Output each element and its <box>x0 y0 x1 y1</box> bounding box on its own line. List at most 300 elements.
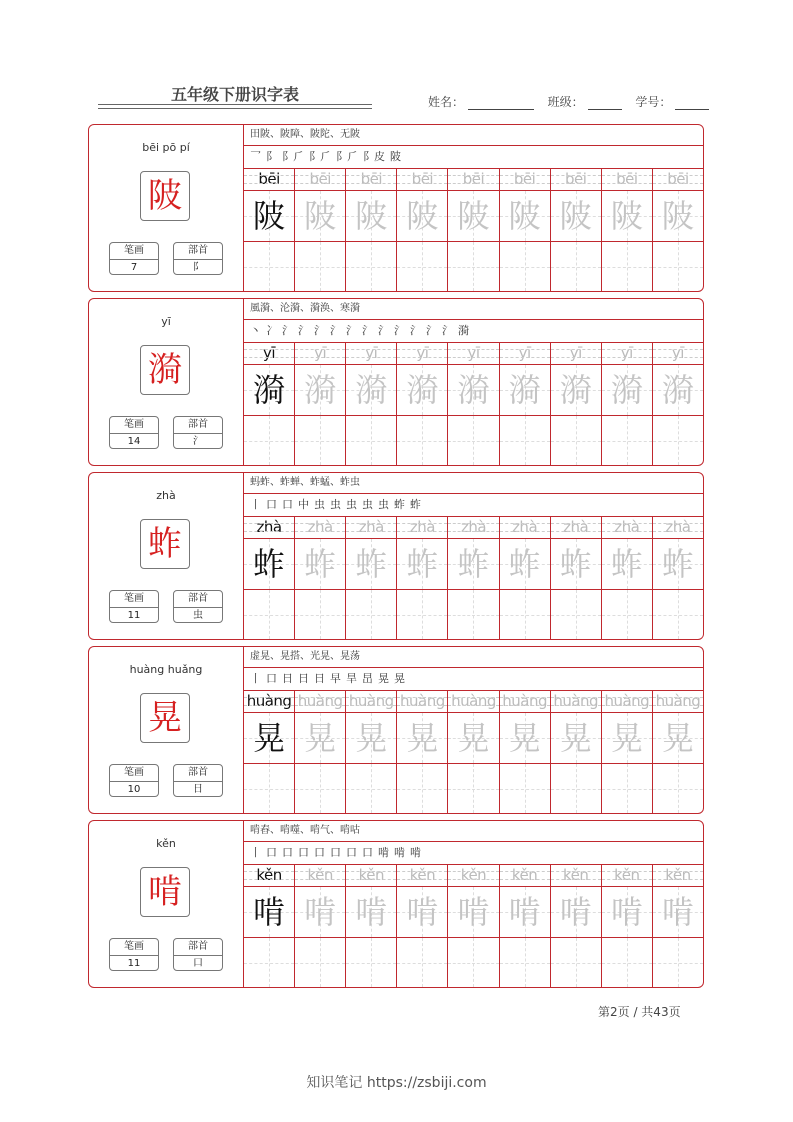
practice-pinyin: kěn <box>346 864 396 887</box>
practice-char[interactable] <box>295 365 345 416</box>
practice-column <box>551 516 602 639</box>
practice-pinyin: kěn <box>397 864 447 887</box>
practice-pinyin: yī <box>551 342 601 365</box>
practice-char[interactable] <box>346 191 396 242</box>
practice-blank-cell[interactable] <box>551 938 601 987</box>
practice-blank-cell[interactable] <box>500 938 550 987</box>
practice-char[interactable] <box>244 191 294 242</box>
practice-char-glyph: 晃 <box>253 719 286 757</box>
stroke-step: 日 <box>282 672 293 685</box>
stroke-step: 阝⺁ <box>282 150 304 163</box>
practice-char-glyph: 啃 <box>508 893 541 931</box>
char-info-panel <box>89 647 244 813</box>
stroke-order <box>244 494 703 517</box>
practice-blank-cell[interactable] <box>500 764 550 813</box>
practice-column <box>295 342 346 465</box>
number-label: 学号： <box>635 95 672 109</box>
practice-char[interactable] <box>397 365 447 416</box>
practice-char[interactable] <box>448 365 498 416</box>
practice-panel <box>244 821 703 987</box>
practice-char[interactable] <box>551 191 601 242</box>
practice-char[interactable] <box>397 713 447 764</box>
practice-char[interactable] <box>551 713 601 764</box>
practice-column <box>448 168 499 291</box>
stroke-step: 氵 <box>442 324 453 337</box>
practice-char[interactable] <box>500 539 550 590</box>
word-examples: 風漪、沦漪、漪涣、寒漪 <box>244 299 703 320</box>
radical-label: 部首 <box>174 765 222 782</box>
practice-blank-cell[interactable] <box>397 416 447 465</box>
stroke-step: 阝皮 <box>363 150 385 163</box>
practice-column <box>500 516 551 639</box>
practice-char[interactable] <box>500 365 550 416</box>
practice-pinyin: bēi <box>397 168 447 191</box>
practice-char-glyph: 啃 <box>457 893 490 931</box>
practice-pinyin: kěn <box>551 864 601 887</box>
stroke-step: 虫 <box>314 498 325 511</box>
radical-box <box>173 416 223 449</box>
practice-char[interactable] <box>244 539 294 590</box>
practice-char[interactable] <box>602 191 652 242</box>
practice-column <box>500 690 551 813</box>
practice-column <box>397 690 448 813</box>
stroke-step: 口 <box>330 846 341 859</box>
practice-blank-cell[interactable] <box>244 590 294 639</box>
character-card <box>88 472 704 640</box>
stroke-step: 晃 <box>378 672 389 685</box>
practice-char-glyph: 漪 <box>559 371 592 409</box>
practice-blank-cell[interactable] <box>551 764 601 813</box>
practice-pinyin: huàng <box>500 690 550 713</box>
practice-blank-cell[interactable] <box>500 416 550 465</box>
practice-blank-cell[interactable] <box>448 938 498 987</box>
practice-char-glyph: 蚱 <box>508 545 541 583</box>
practice-column <box>653 342 703 465</box>
practice-pinyin: kěn <box>653 864 703 887</box>
practice-char[interactable] <box>244 365 294 416</box>
practice-blank-cell[interactable] <box>244 416 294 465</box>
practice-blank-cell[interactable] <box>602 416 652 465</box>
practice-char-glyph: 漪 <box>355 371 388 409</box>
practice-char-glyph: 漪 <box>304 371 337 409</box>
practice-char[interactable] <box>551 365 601 416</box>
practice-blank-cell[interactable] <box>448 590 498 639</box>
stroke-count-value: 7 <box>130 262 138 273</box>
practice-blank-cell[interactable] <box>653 590 703 639</box>
practice-char[interactable] <box>346 713 396 764</box>
name-label: 姓名： <box>428 95 465 109</box>
title-underline-2 <box>98 108 372 109</box>
stroke-step: 口 <box>266 672 277 685</box>
name-field[interactable] <box>468 97 534 110</box>
practice-blank-cell[interactable] <box>346 764 396 813</box>
practice-column <box>244 168 295 291</box>
practice-char-glyph: 陂 <box>355 197 388 235</box>
practice-column <box>244 690 295 813</box>
char-display: 晃 <box>140 693 190 743</box>
practice-blank-cell[interactable] <box>653 938 703 987</box>
stroke-step: 啃 <box>378 846 389 859</box>
practice-panel <box>244 125 703 291</box>
practice-column <box>602 342 653 465</box>
character-card <box>88 646 704 814</box>
radical-value: 虫 <box>193 610 203 621</box>
practice-blank-cell[interactable] <box>295 938 345 987</box>
practice-blank-cell[interactable] <box>346 938 396 987</box>
stroke-step: 虫 <box>378 498 389 511</box>
practice-column <box>346 864 397 987</box>
practice-char[interactable] <box>551 539 601 590</box>
practice-column <box>602 516 653 639</box>
word-examples: 蚂蚱、蚱蝉、蚱蜢、蚱虫 <box>244 473 703 494</box>
practice-column <box>551 864 602 987</box>
practice-char-glyph: 啃 <box>406 893 439 931</box>
practice-column <box>551 168 602 291</box>
radical-label: 部首 <box>174 417 222 434</box>
practice-pinyin: yī <box>397 342 447 365</box>
practice-blank-cell[interactable] <box>448 242 498 291</box>
stroke-count-box <box>109 242 159 275</box>
practice-column <box>602 864 653 987</box>
stroke-count-box <box>109 938 159 971</box>
practice-char-glyph: 啃 <box>355 893 388 931</box>
char-display: 漪 <box>140 345 190 395</box>
stroke-step: 旵 <box>362 672 373 685</box>
practice-char[interactable] <box>346 887 396 938</box>
practice-pinyin: yī <box>346 342 396 365</box>
stroke-step: 口 <box>282 846 293 859</box>
practice-char-glyph: 晃 <box>406 719 439 757</box>
practice-char[interactable] <box>397 539 447 590</box>
stroke-order <box>244 842 703 865</box>
practice-pinyin: huàng <box>448 690 498 713</box>
practice-blank-cell[interactable] <box>602 764 652 813</box>
practice-char[interactable] <box>653 887 703 938</box>
practice-blank-cell[interactable] <box>397 242 447 291</box>
title-underline <box>98 104 372 105</box>
stroke-step: 日 <box>298 672 309 685</box>
practice-pinyin: huàng <box>653 690 703 713</box>
character-card <box>88 298 704 466</box>
student-fields <box>428 93 709 110</box>
stroke-count-value: 11 <box>127 958 141 969</box>
stroke-step: 阝 <box>266 150 277 163</box>
practice-blank-cell[interactable] <box>551 590 601 639</box>
number-field[interactable] <box>675 97 709 110</box>
stroke-count-label: 笔画 <box>110 765 158 782</box>
practice-pinyin: kěn <box>244 864 294 887</box>
practice-column <box>397 168 448 291</box>
footer-watermark: 知识笔记 https://zsbiji.com <box>306 1075 487 1091</box>
practice-char-glyph: 漪 <box>508 371 541 409</box>
practice-char-glyph: 蚱 <box>253 545 286 583</box>
practice-column <box>551 342 602 465</box>
stroke-step: 氵 <box>314 324 325 337</box>
practice-column <box>346 168 397 291</box>
practice-grid <box>244 342 703 465</box>
practice-panel <box>244 473 703 639</box>
practice-pinyin: huàng <box>397 690 447 713</box>
practice-char-glyph: 陂 <box>559 197 592 235</box>
stroke-count-label: 笔画 <box>110 243 158 260</box>
radical-value: 氵 <box>193 436 203 447</box>
practice-pinyin: huàng <box>602 690 652 713</box>
radical-value: 阝 <box>193 262 203 273</box>
practice-blank-cell[interactable] <box>500 242 550 291</box>
practice-char[interactable] <box>448 713 498 764</box>
practice-grid <box>244 864 703 987</box>
stroke-count-value: 11 <box>127 610 141 621</box>
practice-char-glyph: 蚱 <box>559 545 592 583</box>
radical-box <box>173 242 223 275</box>
practice-column <box>295 168 346 291</box>
radical-box <box>173 938 223 971</box>
practice-char-glyph: 漪 <box>661 371 694 409</box>
practice-char[interactable] <box>653 713 703 764</box>
practice-char[interactable] <box>244 887 294 938</box>
practice-char[interactable] <box>448 539 498 590</box>
page-number: 第2页 / 共43页 <box>598 1005 681 1019</box>
practice-char[interactable] <box>244 713 294 764</box>
stroke-step: 早 <box>330 672 341 685</box>
practice-blank-cell[interactable] <box>602 242 652 291</box>
practice-blank-cell[interactable] <box>500 590 550 639</box>
practice-column <box>653 690 703 813</box>
practice-char-glyph: 陂 <box>610 197 643 235</box>
practice-blank-cell[interactable] <box>653 242 703 291</box>
practice-char[interactable] <box>397 191 447 242</box>
practice-blank-cell[interactable] <box>346 590 396 639</box>
practice-column <box>448 516 499 639</box>
practice-pinyin: bēi <box>244 168 294 191</box>
practice-char-glyph: 晃 <box>457 719 490 757</box>
stroke-count-box <box>109 764 159 797</box>
practice-column <box>397 864 448 987</box>
practice-pinyin: yī <box>295 342 345 365</box>
practice-char-glyph: 啃 <box>610 893 643 931</box>
stroke-count-label: 笔画 <box>110 417 158 434</box>
char-display: 陂 <box>140 171 190 221</box>
practice-char-glyph: 啃 <box>304 893 337 931</box>
practice-char-glyph: 晃 <box>661 719 694 757</box>
practice-char-glyph: 蚱 <box>304 545 337 583</box>
stroke-step: 丶 <box>250 324 261 337</box>
stroke-step: 蚱 <box>394 498 405 511</box>
practice-pinyin: yī <box>448 342 498 365</box>
practice-column <box>295 864 346 987</box>
practice-char[interactable] <box>500 191 550 242</box>
practice-blank-cell[interactable] <box>653 416 703 465</box>
stroke-step: 氵 <box>378 324 389 337</box>
stroke-step: 氵 <box>282 324 293 337</box>
practice-pinyin: bēi <box>602 168 652 191</box>
practice-column <box>448 864 499 987</box>
stroke-count-value: 14 <box>127 436 141 447</box>
practice-char-glyph: 晃 <box>355 719 388 757</box>
char-pinyin: zhà <box>156 489 176 502</box>
char-info-panel <box>89 299 244 465</box>
practice-char[interactable] <box>397 887 447 938</box>
word-examples: 啃舂、啃噬、啃气、啃咕 <box>244 821 703 842</box>
practice-blank-cell[interactable] <box>244 764 294 813</box>
practice-column <box>244 864 295 987</box>
practice-pinyin: bēi <box>551 168 601 191</box>
practice-char[interactable] <box>653 539 703 590</box>
practice-char[interactable] <box>653 365 703 416</box>
stroke-step: 虫 <box>346 498 357 511</box>
character-card <box>88 124 704 292</box>
practice-blank-cell[interactable] <box>602 938 652 987</box>
radical-label: 部首 <box>174 243 222 260</box>
practice-char-glyph: 啃 <box>253 893 286 931</box>
practice-char[interactable] <box>500 887 550 938</box>
practice-pinyin: bēi <box>500 168 550 191</box>
char-pinyin: kěn <box>156 837 176 850</box>
stroke-count-box <box>109 416 159 449</box>
practice-char[interactable] <box>551 887 601 938</box>
stroke-step: 氵 <box>410 324 421 337</box>
char-info-panel <box>89 821 244 987</box>
practice-char[interactable] <box>346 365 396 416</box>
practice-blank-cell[interactable] <box>448 416 498 465</box>
practice-char-glyph: 蚱 <box>457 545 490 583</box>
class-field[interactable] <box>588 97 622 110</box>
practice-pinyin: zhà <box>500 516 550 539</box>
practice-pinyin: yī <box>500 342 550 365</box>
practice-column <box>346 342 397 465</box>
practice-blank-cell[interactable] <box>397 590 447 639</box>
practice-blank-cell[interactable] <box>397 764 447 813</box>
practice-column <box>551 690 602 813</box>
stroke-step: 氵 <box>330 324 341 337</box>
practice-blank-cell[interactable] <box>397 938 447 987</box>
practice-pinyin: zhà <box>448 516 498 539</box>
practice-panel <box>244 299 703 465</box>
practice-pinyin: zhà <box>397 516 447 539</box>
stroke-step: 啃 <box>410 846 421 859</box>
stroke-count-box <box>109 590 159 623</box>
practice-char-glyph: 漪 <box>253 371 286 409</box>
radical-label: 部首 <box>174 591 222 608</box>
stroke-order <box>244 146 703 169</box>
practice-pinyin: huàng <box>346 690 396 713</box>
stroke-step: 旱 <box>346 672 357 685</box>
practice-pinyin: kěn <box>448 864 498 887</box>
practice-column <box>295 690 346 813</box>
stroke-step: 阝⺁ <box>336 150 358 163</box>
stroke-order <box>244 668 703 691</box>
practice-column <box>244 516 295 639</box>
stroke-order <box>244 320 703 343</box>
practice-char[interactable] <box>295 191 345 242</box>
radical-label: 部首 <box>174 939 222 956</box>
stroke-step: 口 <box>266 846 277 859</box>
char-display: 蚱 <box>140 519 190 569</box>
practice-pinyin: bēi <box>653 168 703 191</box>
radical-box <box>173 764 223 797</box>
practice-pinyin: zhà <box>295 516 345 539</box>
practice-blank-cell[interactable] <box>295 590 345 639</box>
practice-blank-cell[interactable] <box>295 416 345 465</box>
practice-char[interactable] <box>602 539 652 590</box>
practice-char[interactable] <box>602 365 652 416</box>
practice-column <box>244 342 295 465</box>
practice-char[interactable] <box>602 713 652 764</box>
stroke-step: 口 <box>298 846 309 859</box>
char-pinyin: huàng huǎng <box>129 663 203 676</box>
practice-char-glyph: 陂 <box>304 197 337 235</box>
char-info-panel <box>89 473 244 639</box>
practice-blank-cell[interactable] <box>551 242 601 291</box>
practice-char[interactable] <box>295 887 345 938</box>
practice-char-glyph: 晃 <box>610 719 643 757</box>
practice-blank-cell[interactable] <box>346 416 396 465</box>
char-pinyin: bēi pō pí <box>142 141 190 154</box>
practice-char-glyph: 陂 <box>253 197 286 235</box>
practice-char[interactable] <box>346 539 396 590</box>
character-card <box>88 820 704 988</box>
practice-char[interactable] <box>448 887 498 938</box>
practice-blank-cell[interactable] <box>602 590 652 639</box>
practice-blank-cell[interactable] <box>244 242 294 291</box>
practice-char-glyph: 晃 <box>559 719 592 757</box>
practice-char-glyph: 晃 <box>304 719 337 757</box>
practice-blank-cell[interactable] <box>295 242 345 291</box>
practice-pinyin: zhà <box>602 516 652 539</box>
practice-blank-cell[interactable] <box>551 416 601 465</box>
practice-blank-cell[interactable] <box>346 242 396 291</box>
practice-pinyin: zhà <box>653 516 703 539</box>
practice-char[interactable] <box>295 713 345 764</box>
stroke-step: 日 <box>314 672 325 685</box>
practice-char[interactable] <box>500 713 550 764</box>
practice-blank-cell[interactable] <box>653 764 703 813</box>
practice-blank-cell[interactable] <box>244 938 294 987</box>
stroke-step: 虫 <box>330 498 341 511</box>
page-title: 五年级下册识字表 <box>170 85 299 104</box>
practice-char[interactable] <box>653 191 703 242</box>
practice-pinyin: yī <box>653 342 703 365</box>
practice-pinyin: yī <box>244 342 294 365</box>
practice-column <box>397 342 448 465</box>
practice-char-glyph: 晃 <box>508 719 541 757</box>
stroke-step: 氵 <box>394 324 405 337</box>
stroke-count-value: 10 <box>127 784 141 795</box>
practice-char[interactable] <box>448 191 498 242</box>
practice-char-glyph: 漪 <box>610 371 643 409</box>
stroke-step: 氵 <box>426 324 437 337</box>
practice-char[interactable] <box>602 887 652 938</box>
practice-blank-cell[interactable] <box>295 764 345 813</box>
practice-char-glyph: 啃 <box>661 893 694 931</box>
practice-column <box>653 516 703 639</box>
stroke-step: 虫 <box>362 498 373 511</box>
stroke-step: 丨 <box>250 672 261 685</box>
practice-pinyin: huàng <box>551 690 601 713</box>
practice-char-glyph: 蚱 <box>406 545 439 583</box>
radical-value: 口 <box>193 958 203 969</box>
practice-blank-cell[interactable] <box>448 764 498 813</box>
stroke-step: 啃 <box>394 846 405 859</box>
stroke-step: 蚱 <box>410 498 421 511</box>
practice-column <box>653 864 703 987</box>
practice-char[interactable] <box>295 539 345 590</box>
radical-box <box>173 590 223 623</box>
stroke-step: 中 <box>298 498 309 511</box>
practice-char-glyph: 漪 <box>406 371 439 409</box>
practice-pinyin: kěn <box>500 864 550 887</box>
practice-pinyin: bēi <box>448 168 498 191</box>
